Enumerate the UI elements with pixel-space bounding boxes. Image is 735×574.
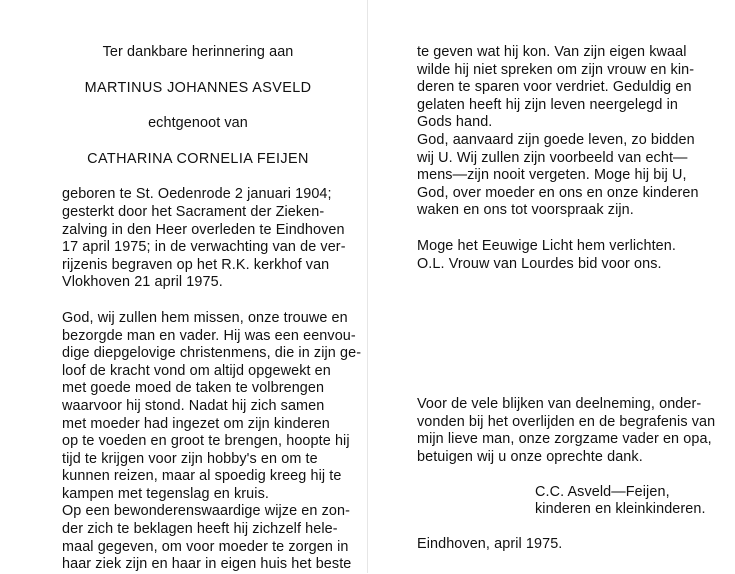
tribute-line: met moeder had ingezet om zijn kinderen xyxy=(62,415,330,432)
tribute-line: maal gegeven, om voor moeder te zorgen in xyxy=(62,538,349,555)
continuation-line: wij U. Wij zullen zijn voorbeeld van echt— xyxy=(417,149,688,166)
tribute-paragraph xyxy=(62,309,362,574)
bio-line: geboren te St. Oedenrode 2 januari 1904; xyxy=(62,186,332,203)
tribute-line: waarvoor hij stond. Nadat hij zich samen xyxy=(62,397,325,414)
tribute-line: haar ziek zijn en haar in eigen huis het beste xyxy=(62,556,352,573)
tribute-line: God, wij zullen hem missen, onze trouwe en xyxy=(62,309,348,326)
signature-line: kinderen en kleinkinderen. xyxy=(535,501,706,518)
tribute-line: Op een bewonderenswaardige wijze en zon- xyxy=(62,503,350,520)
bio-line: gesterkt door het Sacrament der Zieken- xyxy=(62,203,325,220)
intro-text: Ter dankbare herinnering aan xyxy=(102,44,294,60)
tribute-line: dige diepgelovige christenmens, die in zijn ge- xyxy=(62,345,362,362)
bio-line: zalving in den Heer overleden te Eindhoven xyxy=(62,221,345,238)
thanks-line: Voor de vele blijken van deelneming, onder- xyxy=(417,396,702,413)
bio-line: 17 april 1975; in de verwachting van de ver- xyxy=(62,239,346,256)
fold-divider xyxy=(367,0,368,573)
tribute-line: kampen met tegenslag en kruis. xyxy=(62,485,269,502)
prayer-line: O.L. Vrouw van Lourdes bid voor ons. xyxy=(417,255,662,272)
continuation-line: gelaten heeft hij zijn leven neergelegd in xyxy=(417,96,679,113)
left-column xyxy=(62,44,362,574)
tribute-line: met goede moed de taken te volbrengen xyxy=(62,380,325,397)
bio-paragraph xyxy=(62,186,346,292)
continuation-line: Gods hand. xyxy=(417,114,493,131)
right-column xyxy=(417,44,716,553)
deceased-name: MARTINUS JOHANNES ASVELD xyxy=(84,79,312,96)
thanks-line: mijn lieve man, onze zorgzame vader en opa, xyxy=(417,431,712,448)
place-date: Eindhoven, april 1975. xyxy=(417,535,563,552)
continuation-line: wilde hij niet spreken om zijn vrouw en kin- xyxy=(417,61,695,78)
signature-block xyxy=(417,484,707,519)
continuation-line: deren te sparen voor verdriet. Geduldig en xyxy=(417,79,692,96)
relation-text: echtgenoot van xyxy=(148,115,248,132)
tribute-line: der zich te beklagen heeft hij zichzelf hele- xyxy=(62,521,338,538)
tribute-line: op te voeden en groot te brengen, hoopte hij xyxy=(62,433,350,450)
thanks-line: betuigen wij u onze oprechte dank. xyxy=(417,448,643,465)
spouse-name: CATHARINA CORNELIA FEIJEN xyxy=(87,150,309,167)
tribute-line: loof de kracht vond om altijd opgewekt en xyxy=(62,362,331,379)
prayer-line: Moge het Eeuwige Licht hem verlichten. xyxy=(417,237,676,254)
thanks-line: vonden bij het overlijden en de begrafenis van xyxy=(417,413,716,430)
thanks-paragraph xyxy=(417,396,716,466)
bio-line: Vlokhoven 21 april 1975. xyxy=(62,274,223,291)
continuation-line: waken en ons tot voorspraak zijn. xyxy=(417,202,634,219)
continuation-line: God, over moeder en ons en onze kinderen xyxy=(417,184,699,201)
continuation-line: te geven wat hij kon. Van zijn eigen kwaal xyxy=(417,44,687,60)
continuation-line: God, aanvaard zijn goede leven, zo bidden xyxy=(417,131,695,148)
tribute-line: kunnen reizen, maar al spoedig kreeg hij te xyxy=(62,468,342,485)
continuation-paragraph xyxy=(417,44,707,220)
signature-line: C.C. Asveld—Feijen, xyxy=(535,483,670,500)
prayer-paragraph xyxy=(417,238,707,273)
tribute-line: tijd te krijgen voor zijn hobby's en om te xyxy=(62,450,318,467)
bio-line: rijzenis begraven op het R.K. kerkhof van xyxy=(62,256,330,273)
tribute-line: bezorgde man en vader. Hij was een eenvou- xyxy=(62,327,356,344)
continuation-line: mens—zijn nooit vergeten. Moge hij bij U, xyxy=(417,167,687,184)
